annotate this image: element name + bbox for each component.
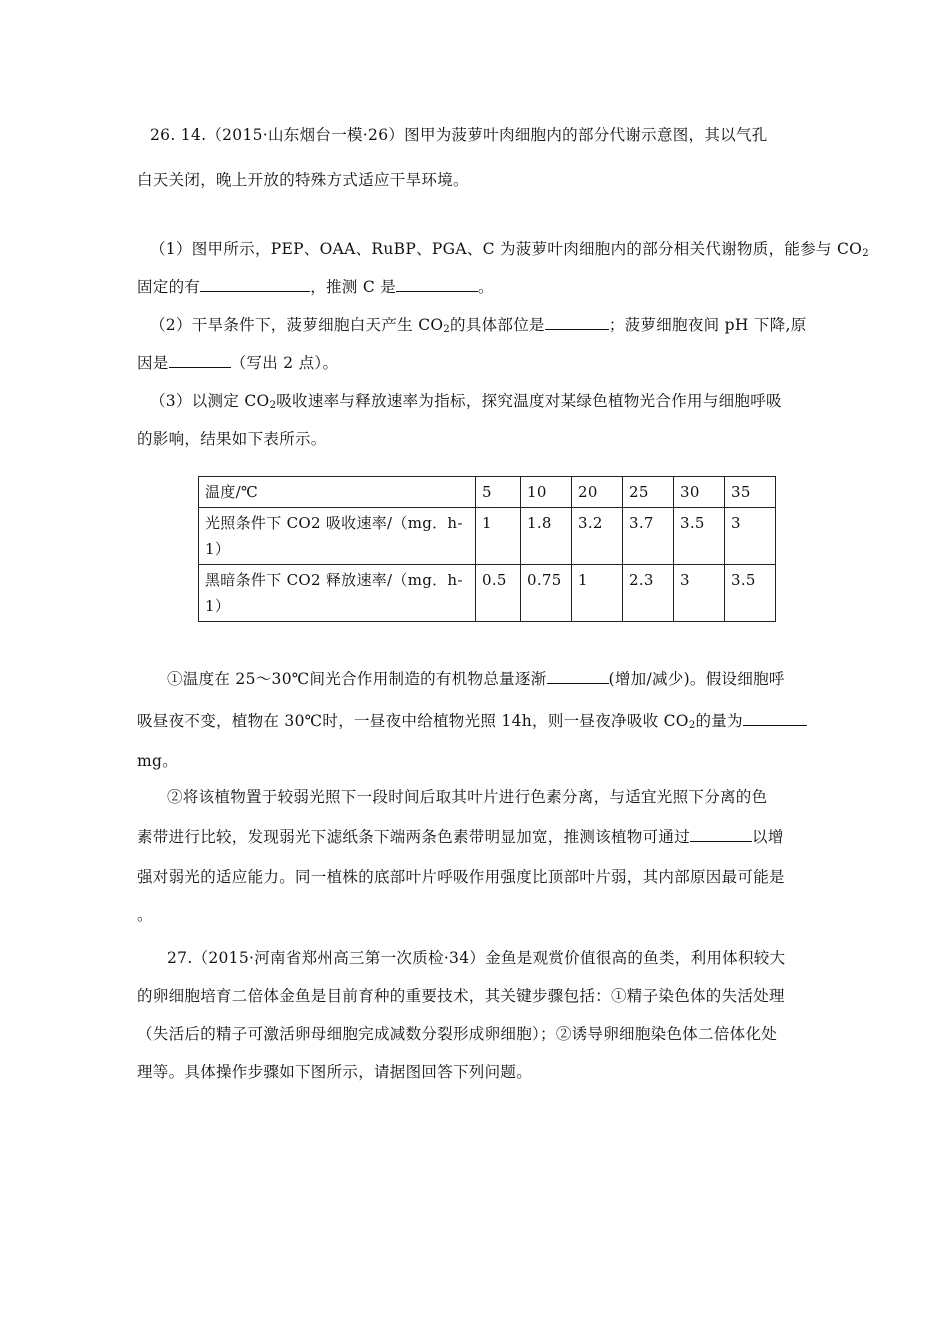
q26-part3-line2: 的影响，结果如下表所示。: [137, 430, 327, 448]
q26-sub1-line3: mg。: [137, 752, 179, 770]
table-cell: 0.75: [521, 565, 572, 622]
q27-line1: 27.（2015·河南省郑州高三第一次质检·34）金鱼是观赏价值很高的鱼类，利用体积较大: [167, 949, 786, 967]
q26-part1-text-b: ，推测 C 是: [310, 278, 397, 296]
q26-part1-text-a: 固定的有: [137, 278, 201, 296]
answer-blank-location[interactable]: [545, 314, 609, 330]
q26-part2-text-b: 的具体部位是: [450, 316, 545, 334]
q26-part2-line1: [150, 314, 830, 341]
answer-blank-method[interactable]: [690, 826, 752, 842]
table-header-temp: 30: [674, 477, 725, 508]
q26-sub1-line1: [167, 668, 847, 690]
q26-sub1-text-d: 的量为: [695, 712, 743, 730]
answer-blank-amount[interactable]: [743, 710, 807, 726]
answer-blank-reason[interactable]: [169, 352, 231, 368]
q26-part1-line2: [137, 276, 817, 298]
answer-blank-trend[interactable]: [547, 668, 609, 684]
q26-sub2-line4: 。: [137, 906, 153, 924]
q26-sub1-text-a: ①温度在 25～30℃间光合作用制造的有机物总量逐渐: [167, 670, 547, 688]
table-header-temp: 10: [521, 477, 572, 508]
q26-part3-text-b: 吸收速率与释放速率为指标，探究温度对某绿色植物光合作用与细胞呼吸: [276, 392, 782, 410]
q26-part2-text-d: 因是: [137, 354, 169, 372]
q26-sub2-line2: [137, 826, 817, 848]
q26-sub2-text-b: 以增: [752, 828, 784, 846]
table-cell: 3: [674, 565, 725, 622]
subscript: 2: [443, 324, 451, 335]
table-row-label-line: 黑暗条件下 CO2 释放速率/（mg．h-: [205, 571, 463, 589]
table-header-temp: 25: [623, 477, 674, 508]
table-cell: 0.5: [476, 565, 521, 622]
table-cell: 3.2: [572, 508, 623, 565]
q26-sub2-text-a: 素带进行比较，发现弱光下滤纸条下端两条色素带明显加宽，推测该植物可通过: [137, 828, 691, 846]
table-row-label: [199, 565, 476, 622]
q26-part1-text: （1）图甲所示，PEP、OAA、RuBP、PGA、C 为菠萝叶肉细胞内的部分相关代谢物质，能参与 CO: [150, 240, 863, 258]
q27-line2: 的卵细胞培育二倍体金鱼是目前育种的重要技术，其关键步骤包括：①精子染色体的失活处理: [137, 987, 785, 1005]
q26-intro-line2: 白天关闭，晚上开放的特殊方式适应干旱环境。: [137, 171, 469, 189]
q26-sub2-line3: 强对弱光的适应能力。同一植株的底部叶片呼吸作用强度比顶部叶片弱，其内部原因最可能是: [137, 868, 785, 886]
table-row: [199, 565, 776, 622]
table-cell: 3.5: [725, 565, 776, 622]
table-row: [199, 508, 776, 565]
table-header-row: [199, 477, 776, 508]
subscript: 2: [269, 400, 277, 411]
table-cell: 1: [476, 508, 521, 565]
q26-part3-line1: [150, 390, 830, 417]
table-row-label-line: 光照条件下 CO2 吸收速率/（mg．h-: [205, 514, 463, 532]
q26-sub1-line2: [137, 710, 817, 737]
table-cell: 1.8: [521, 508, 572, 565]
q26-sub1-text-c: 吸昼夜不变，植物在 30℃时，一昼夜中给植物光照 14h，则一昼夜净吸收 CO: [137, 712, 689, 730]
table-cell: 3.5: [674, 508, 725, 565]
answer-blank-fixation[interactable]: [200, 276, 310, 292]
q27-line4: 理等。具体操作步骤如下图所示，请据图回答下列问题。: [137, 1063, 533, 1081]
q26-part3-text-a: （3）以测定 CO: [150, 392, 270, 410]
q26-part2-text-c: ；菠萝细胞夜间 pH 下降,原: [608, 316, 807, 334]
q26-sub1-text-b: (增加/减少)。假设细胞呼: [608, 670, 785, 688]
q26-part1-line1: [150, 238, 869, 265]
table-header-temp: 5: [476, 477, 521, 508]
q27-line3: （失活后的精子可激活卵母细胞完成减数分裂形成卵细胞）；②诱导卵细胞染色体二倍体化处: [137, 1025, 778, 1043]
q26-sub2-line1: ②将该植物置于较弱光照下一段时间后取其叶片进行色素分离，与适宜光照下分离的色: [167, 788, 768, 806]
data-table: [198, 476, 776, 622]
q26-intro-line1: 26. 14.（2015·山东烟台一模·26）图甲为菠萝叶肉细胞内的部分代谢示意图，其以气孔: [150, 126, 768, 144]
q26-part2-text-e: （写出 2 点）。: [230, 354, 339, 372]
subscript: 2: [688, 720, 696, 731]
q26-part2-line2: [137, 352, 817, 374]
table-row-label-line: 1）: [205, 540, 231, 558]
table-row-label-line: 1）: [205, 597, 231, 615]
table-header-temp: 20: [572, 477, 623, 508]
q26-part2-text-a: （2）干旱条件下，菠萝细胞白天产生 CO: [150, 316, 444, 334]
table-cell: 3.7: [623, 508, 674, 565]
answer-blank-c[interactable]: [396, 276, 478, 292]
table-row-label: [199, 508, 476, 565]
q26-part1-text-c: 。: [478, 278, 494, 296]
subscript: 2: [862, 248, 869, 259]
table-header-label: 温度/℃: [199, 477, 476, 508]
table-cell: 1: [572, 565, 623, 622]
table-cell: 3: [725, 508, 776, 565]
table-cell: 2.3: [623, 565, 674, 622]
table-header-temp: 35: [725, 477, 776, 508]
